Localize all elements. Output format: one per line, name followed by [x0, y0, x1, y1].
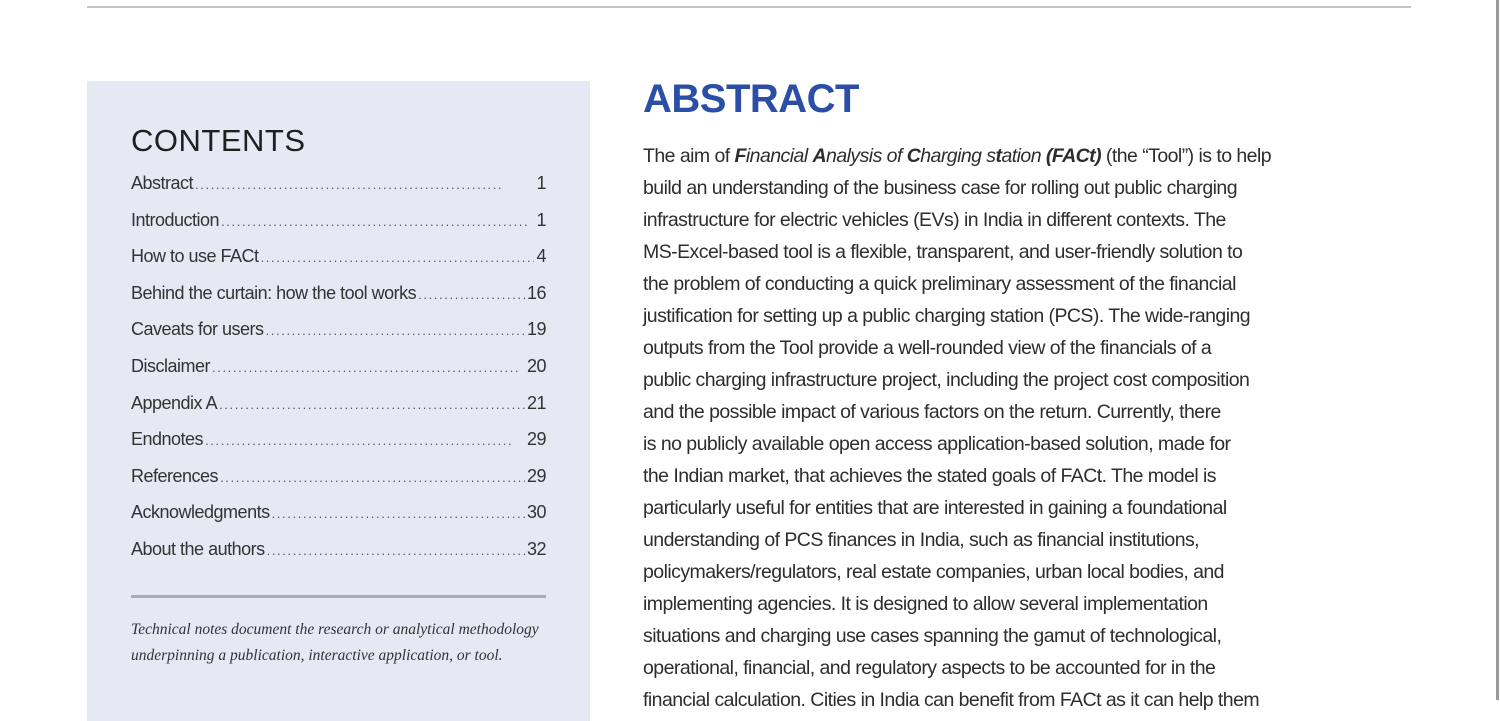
- panel-divider: [131, 595, 546, 598]
- toc-label: Abstract: [131, 173, 194, 193]
- toc-leader: [195, 173, 534, 194]
- toc-leader: [267, 539, 525, 560]
- toc-item-how-to-use[interactable]: [131, 246, 546, 283]
- abstract-line: build an understanding of the business case for rolling out public charging: [643, 177, 1237, 199]
- toc-leader: [418, 283, 525, 304]
- toc-leader: [272, 502, 525, 523]
- abstract-line: is no publicly available open access application-based solution, made for: [643, 433, 1231, 455]
- toc-label: Disclaimer: [131, 355, 211, 376]
- toc-leader: [205, 429, 525, 450]
- toc-item-acknowledgments[interactable]: [131, 502, 546, 539]
- contents-panel: [87, 81, 590, 721]
- acronym: (FACt): [1045, 145, 1102, 167]
- text-run: (the “Tool”) is to help: [1101, 145, 1272, 167]
- toc-label: Introduction: [131, 209, 220, 230]
- abstract-line: policymakers/regulators, real estate companies, urban local bodies, and: [643, 561, 1224, 583]
- toc-item-introduction[interactable]: [131, 210, 546, 247]
- abstract-line: public charging infrastructure project, including the project cost composition: [643, 369, 1250, 391]
- acronym-letter: F: [734, 145, 746, 167]
- abstract-line: justification for setting up a public charging station (PCS). The wide-ranging: [643, 305, 1251, 327]
- toc-page: 20: [526, 355, 546, 376]
- page-edge: [1496, 0, 1499, 700]
- toc-item-abstract[interactable]: [131, 173, 546, 210]
- toc-item-references[interactable]: [131, 466, 546, 503]
- abstract-heading: ABSTRACT: [643, 77, 859, 121]
- toc-page: 19: [526, 319, 546, 340]
- toc-item-endnotes[interactable]: [131, 429, 546, 466]
- toc-item-appendix-a[interactable]: [131, 393, 546, 430]
- acronym-letter: C: [906, 145, 921, 167]
- toc-leader: [220, 466, 525, 487]
- toc-page: 21: [526, 392, 546, 413]
- toc-page: 29: [526, 429, 546, 450]
- toc-item-about-the-authors[interactable]: [131, 539, 546, 576]
- text-run: inancial: [745, 145, 813, 167]
- abstract-line: infrastructure for electric vehicles (EVs) in India in different contexts. The: [643, 209, 1226, 231]
- abstract-line: implementing agencies. It is designed to allow several implementation: [643, 593, 1208, 615]
- toc-page: 16: [526, 282, 546, 303]
- toc-label: About the authors: [131, 538, 265, 559]
- toc-item-behind-the-curtain[interactable]: [131, 283, 546, 320]
- acronym-letter: t: [995, 145, 1002, 167]
- abstract-body: [643, 140, 1418, 716]
- top-rule: [87, 6, 1411, 8]
- toc-label: Caveats for users: [131, 319, 264, 340]
- toc-leader: [212, 356, 525, 377]
- toc-page: 32: [526, 538, 546, 559]
- abstract-section: [643, 76, 1418, 716]
- text-run: The aim of: [643, 145, 735, 167]
- toc-page: 4: [536, 246, 546, 267]
- abstract-line: outputs from the Tool provide a well-rounded view of the financials of a: [643, 337, 1212, 359]
- contents-title: CONTENTS: [131, 123, 306, 158]
- toc-page: 29: [526, 465, 546, 486]
- toc-list: [131, 173, 546, 576]
- toc-leader: [266, 319, 525, 340]
- abstract-line: operational, financial, and regulatory aspects to be accounted for in the: [643, 657, 1216, 679]
- abstract-line: particularly useful for entities that are interested in gaining a foundational: [643, 497, 1227, 519]
- toc-leader: [221, 210, 534, 231]
- abstract-line: financial calculation. Cities in India can benefit from FACt as it can help them: [643, 689, 1260, 711]
- abstract-line: MS-Excel-based tool is a flexible, transparent, and user-friendly solution to: [643, 241, 1243, 263]
- toc-label: How to use FACt: [131, 246, 259, 267]
- toc-item-caveats[interactable]: [131, 319, 546, 356]
- abstract-line: situations and charging use cases spanning the gamut of technological,: [643, 625, 1222, 647]
- abstract-line: the Indian market, that achieves the stated goals of FACt. The model is: [643, 465, 1217, 487]
- abstract-line: understanding of PCS finances in India, such as financial institutions,: [643, 529, 1200, 551]
- text-run: harging s: [920, 145, 996, 167]
- toc-label: Behind the curtain: how the tool works: [131, 282, 417, 303]
- toc-label: References: [131, 465, 219, 486]
- toc-leader: [261, 246, 535, 267]
- abstract-line-intro: [643, 140, 1418, 172]
- acronym-letter: A: [812, 145, 827, 167]
- toc-label: Acknowledgments: [131, 502, 270, 523]
- toc-page: 1: [536, 173, 546, 193]
- toc-item-disclaimer[interactable]: [131, 356, 546, 393]
- toc-label: Appendix A: [131, 392, 218, 413]
- text-run: ation: [1001, 145, 1046, 167]
- abstract-line: the problem of conducting a quick preliminary assessment of the financial: [643, 273, 1236, 295]
- abstract-line: and the possible impact of various factors on the return. Currently, there: [643, 401, 1221, 423]
- toc-page: 1: [536, 209, 546, 230]
- toc-leader: [219, 393, 525, 414]
- toc-page: 30: [526, 502, 546, 523]
- technical-note: Technical notes document the research or analytical methodology underpinning a publication, interactive application, or tool.: [131, 621, 539, 664]
- toc-label: Endnotes: [131, 429, 204, 450]
- text-run: nalysis of: [826, 145, 907, 167]
